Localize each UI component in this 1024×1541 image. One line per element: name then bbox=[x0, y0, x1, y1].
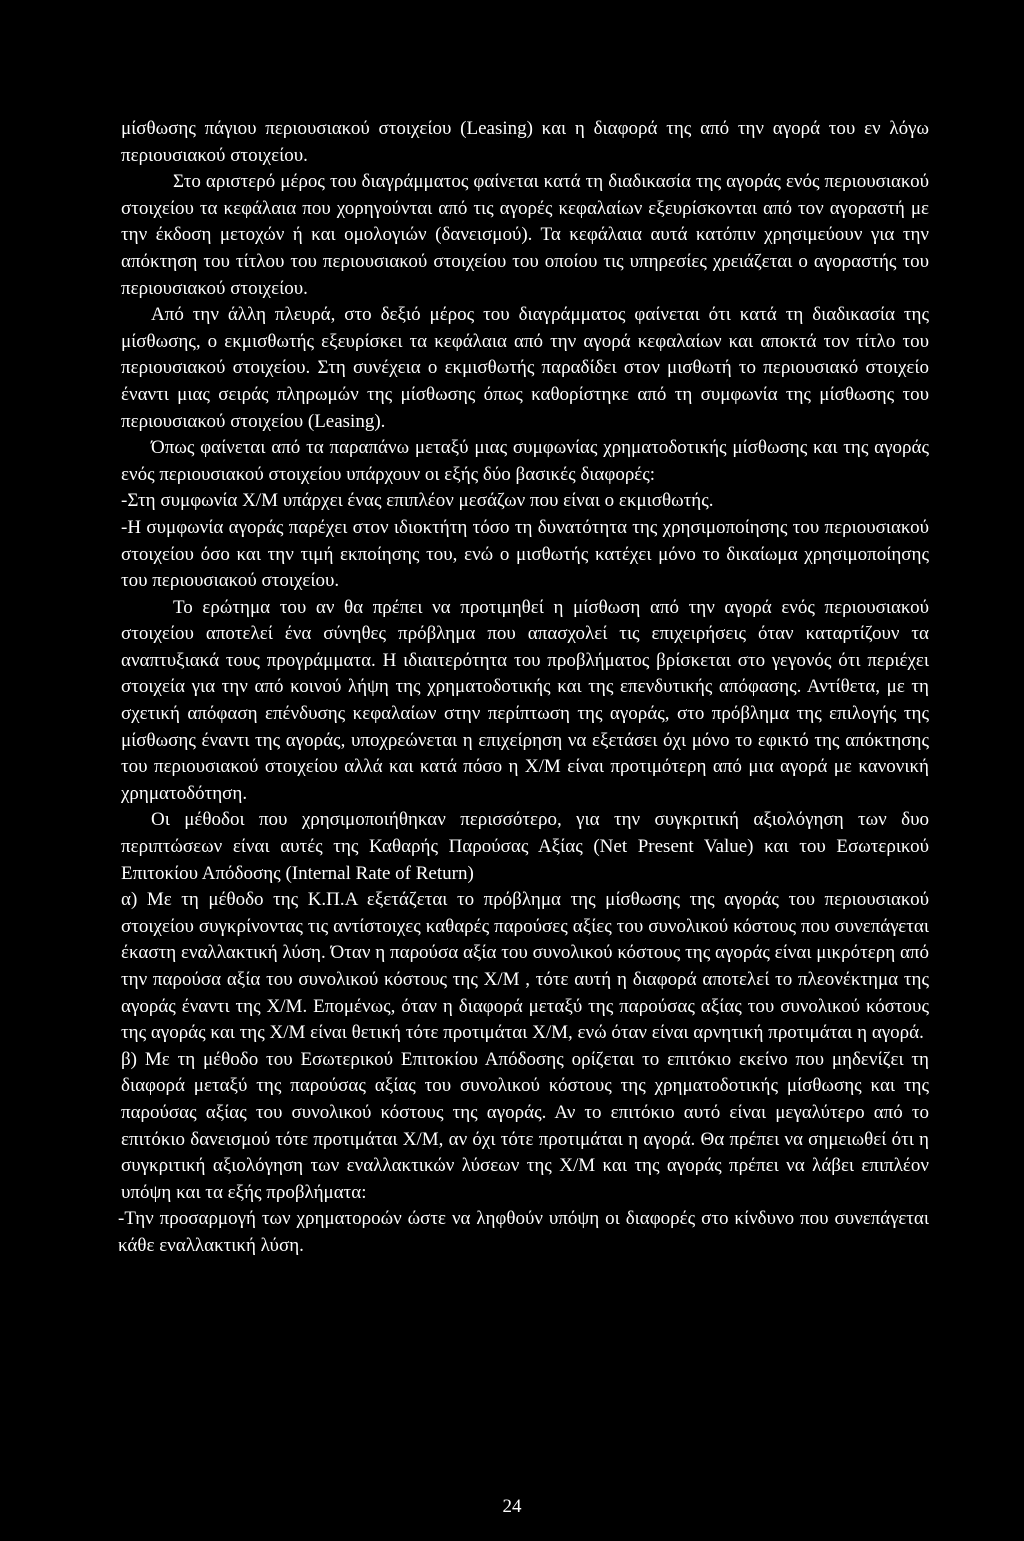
list-item-intermediary: -Στη συμφωνία Χ/Μ υπάρχει ένας επιπλέον μεσάζων που είναι ο εκμισθωτής. bbox=[121, 490, 714, 512]
page-number: 24 bbox=[502, 1496, 522, 1517]
list-item-irr: β) Με τη μέθοδο του Εσωτερικού Επιτοκίου Απόδοσης ορίζεται το επιτόκιο εκείνο που μηδενίζει τη διαφορά μεταξύ της παρούσας αξίας του συνολικού κόστους της χρηματοδοτικής μίσθωσης και της παρούσας αξίας του συνολικού κόστους της αγοράς. Αν το επιτόκιο αυτό είναι μεγαλύτερο από το επιτόκιο δανεισμού τότε προτιμάται Χ/Μ, αν όχι τότε προτιμάται η αγορά. Θα πρέπει να σημειωθεί ότι η συγκριτική αξιολόγηση των εναλλακτικών λύσεων της Χ/Μ και της αγοράς πρέπει να λάβει επιπλέον υπόψη και τα εξής προβλήματα: bbox=[121, 1048, 929, 1203]
list-item-cashflows: -Την προσαρμογή των χρηματοροών ώστε να ληφθούν υπόψη οι διαφορές στο κίνδυνο που συνεπάγεται κάθε εναλλακτική λύση. bbox=[118, 1208, 929, 1256]
list-item-npv: α) Με τη μέθοδο της Κ.Π.Α εξετάζεται το πρόβλημα της μίσθωσης της αγοράς του περιουσιακού στοιχείου συγκρίνοντας τις αντίστοιχες καθαρές παρούσες αξίες του συνολικού κόστους που συνεπάγεται έκαστη εναλλακτική λύση. Όταν η παρούσα αξία του συνολικού κόστους της αγοράς είναι μικρότερη από την παρούσα αξία του συνολικού κόστους της Χ/Μ , τότε αυτή η διαφορά αποτελεί το πλεονέκτημα της αγοράς έναντι της Χ/Μ. Επομένως, όταν η διαφορά μεταξύ της παρούσας αξίας του συνολικού κόστους της αγοράς και της Χ/Μ είναι θετική τότε προτιμάται Χ/Μ, ενώ όταν είναι αρνητική προτιμάται η αγορά. bbox=[121, 889, 929, 1044]
paragraph-question: Το ερώτημα του αν θα πρέπει να προτιμηθεί η μίσθωση από την αγορά ενός περιουσιακού στοιχείου αποτελεί ένα σύνηθες πρόβλημα που απασχολεί τις επιχειρήσεις όταν καταρτίζουν τα αναπτυξιακά τους προγράμματα. Η ιδιαιτερότητα του προβλήματος βρίσκεται στο γεγονός ότι περιέχει στοιχεία για την από κοινού λήψη της χρηματοδοτικής και της επενδυτικής απόφασης. Αντίθετα, με τη σχετική απόφαση επένδυσης κεφαλαίων στην περίπτωση της αγοράς, στο πρόβλημα της επιλογής της μίσθωσης έναντι της αγοράς, υποχρεώνεται η επιχείρηση να εξετάσει όχι μόνο το εφικτό της απόκτησης του περιουσιακού στοιχείου αλλά και κατά πόσο η Χ/Μ είναι προτιμότερη από μια αγορά με κανονική χρηματοδότηση. bbox=[121, 596, 929, 804]
paragraph-diagram-right: Από την άλλη πλευρά, στο δεξιό μέρος του διαγράμματος φαίνεται ότι κατά τη διαδικασία της μίσθωσης, ο εκμισθωτής εξευρίσκει τα κεφάλαια από την αγορά κεφαλαίων και αποκτά τον τίτλο του περιουσιακού στοιχείου. Στη συνέχεια ο εκμισθωτής παραδίδει στον μισθωτή το περιουσιακό στοιχείο έναντι μιας σειράς πληρωμών της μίσθωσης όπως καθορίστηκε από τη συμφωνία της μίσθωσης του περιουσιακού στοιχείου (Leasing). bbox=[121, 304, 929, 432]
paragraph-diagram-left: Στο αριστερό μέρος του διαγράμματος φαίνεται κατά τη διαδικασία της αγοράς ενός περιουσιακού στοιχείου τα κεφάλαια που χορηγούνται από τις αγορές κεφαλαίων εξευρίσκονται από τον αγοραστή με την έκδοση μετοχών ή και ομολογιών (δανεισμού). Τα κεφάλαια αυτά κατόπιν χρησιμεύουν για την απόκτηση του τίτλου του περιουσιακού στοιχείου του οποίου τις υπηρεσίες χρειάζεται ο αγοραστής του περιουσιακού στοιχείου. bbox=[121, 171, 929, 299]
document-body bbox=[118, 116, 929, 1260]
paragraph-differences: Όπως φαίνεται από τα παραπάνω μεταξύ μιας συμφωνίας χρηματοδοτικής μίσθωσης και της αγοράς ενός περιουσιακού στοιχείου υπάρχουν οι εξής δύο βασικές διαφορές: bbox=[121, 437, 929, 485]
paragraph-continuation: μίσθωσης πάγιου περιουσιακού στοιχείου (Leasing) και η διαφορά της από την αγορά του εν λόγω περιουσιακού στοιχείου. bbox=[121, 118, 929, 166]
list-item-ownership: -Η συμφωνία αγοράς παρέχει στον ιδιοκτήτη τόσο τη δυνατότητα της χρησιμοποίησης του περιουσιακού στοιχείου όσο και την τιμή εκποίησης του, ενώ ο μισθωτής κατέχει μόνο το δικαίωμα χρησιμοποίησης του περιουσιακού στοιχείου. bbox=[121, 516, 929, 592]
paragraph-methods: Οι μέθοδοι που χρησιμοποιήθηκαν περισσότερο, για την συγκριτική αξιολόγηση των δυο περιπτώσεων είναι αυτές της Καθαρής Παρούσας Αξίας (Net Present Value) και του Εσωτερικού Επιτοκίου Απόδοσης (Internal Rate of Return) bbox=[121, 809, 929, 884]
